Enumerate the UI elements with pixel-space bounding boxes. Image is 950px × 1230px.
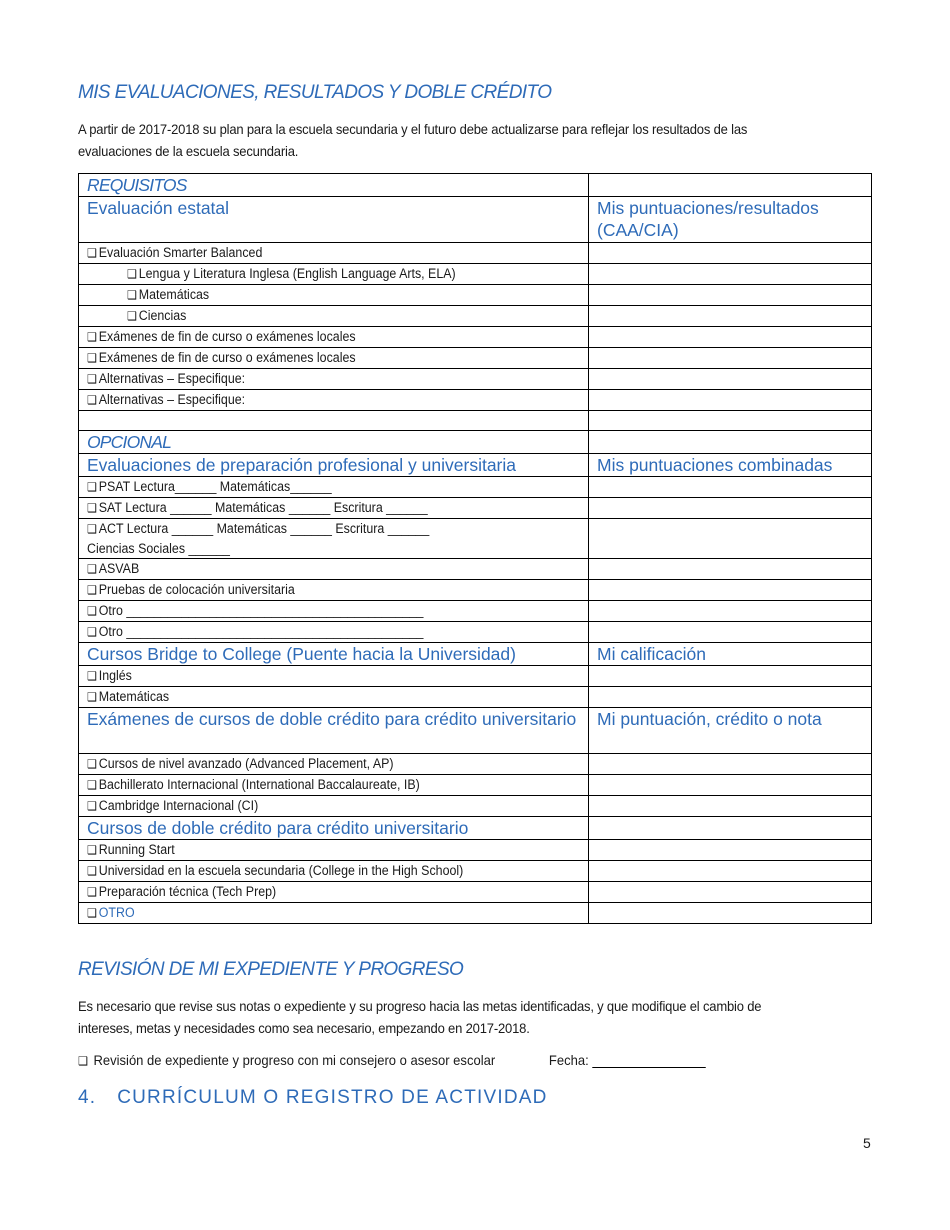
row-bridge	[79, 643, 872, 666]
label-cell	[79, 519, 589, 559]
checkbox-label: ACT Lectura ______ Matemáticas ______ Escritura ______	[98, 521, 430, 536]
label-cell	[79, 243, 589, 264]
value-cell[interactable]	[589, 369, 872, 390]
checkbox-item[interactable]	[87, 840, 175, 860]
value-cell[interactable]	[589, 622, 872, 643]
checkbox-label: Cursos de nivel avanzado (Advanced Placement, AP)	[98, 756, 394, 771]
table-row	[79, 775, 872, 796]
checkbox-icon[interactable]: ❑	[87, 246, 97, 260]
checkbox-icon[interactable]: ❑	[87, 843, 97, 857]
table-row	[79, 285, 872, 306]
table-row	[79, 840, 872, 861]
row-opcional	[79, 431, 872, 454]
value-cell[interactable]	[589, 775, 872, 796]
checkbox-item[interactable]	[87, 882, 276, 902]
label-cell	[79, 622, 589, 643]
row-examenes-dc	[79, 708, 872, 754]
label-cell	[79, 264, 589, 285]
checkbox-item[interactable]	[87, 903, 135, 923]
section-4-number: 4.	[78, 1087, 97, 1108]
checkbox-item[interactable]	[87, 687, 169, 707]
checkbox-item[interactable]	[127, 285, 209, 305]
label-cell	[79, 666, 589, 687]
section-4-title: CURRÍCULUM O REGISTRO DE ACTIVIDAD	[117, 1087, 548, 1108]
review-item-label: Revisión de expediente y progreso con mi consejero o asesor escolar	[93, 1052, 496, 1068]
checkbox-icon[interactable]: ❑	[78, 1054, 89, 1068]
checkbox-icon[interactable]: ❑	[87, 885, 97, 899]
checkbox-item[interactable]	[87, 861, 463, 881]
checkbox-icon[interactable]: ❑	[87, 393, 97, 407]
opcional-header: OPCIONAL	[79, 431, 589, 454]
value-cell[interactable]	[589, 687, 872, 708]
section-title-revision: REVISIÓN DE MI EXPEDIENTE Y PROGRESO	[78, 959, 464, 980]
label-cell	[79, 601, 589, 622]
label-cell	[79, 687, 589, 708]
table-row	[79, 666, 872, 687]
checkbox-icon[interactable]: ❑	[87, 778, 97, 792]
table-row	[79, 882, 872, 903]
checkbox-label: Running Start	[98, 842, 175, 857]
checkbox-icon[interactable]: ❑	[87, 583, 97, 597]
table-row	[79, 327, 872, 348]
checkbox-icon[interactable]: ❑	[87, 906, 97, 920]
label-cell	[79, 882, 589, 903]
checkbox-icon[interactable]: ❑	[87, 522, 97, 536]
value-cell[interactable]	[589, 327, 872, 348]
checkbox-icon[interactable]: ❑	[87, 757, 97, 771]
eval-prep-header: Evaluaciones de preparación profesional y universitaria	[79, 454, 589, 477]
label-cell	[79, 754, 589, 775]
evaluations-table	[78, 173, 872, 924]
checkbox-item[interactable]	[87, 327, 356, 347]
label-cell	[79, 840, 589, 861]
value-cell[interactable]	[589, 666, 872, 687]
table-row	[79, 390, 872, 411]
label-cell	[79, 306, 589, 327]
value-cell[interactable]	[589, 840, 872, 861]
value-cell[interactable]	[589, 264, 872, 285]
table-row	[79, 601, 872, 622]
label-cell	[79, 348, 589, 369]
value-cell[interactable]	[589, 477, 872, 498]
value-cell[interactable]	[589, 390, 872, 411]
value-cell[interactable]	[589, 411, 872, 431]
checkbox-label: Otro ___________________________________________	[98, 624, 424, 639]
table-row	[79, 519, 872, 559]
label-cell	[79, 903, 589, 924]
checkbox-label-line2: Ciencias Sociales ______	[87, 541, 230, 556]
value-cell[interactable]	[589, 306, 872, 327]
checkbox-item[interactable]	[87, 775, 420, 795]
checkbox-item[interactable]	[87, 666, 132, 686]
table-row	[79, 687, 872, 708]
row-requisitos	[79, 174, 872, 197]
fecha-label: Fecha:	[548, 1052, 589, 1068]
checkbox-item[interactable]	[87, 519, 429, 558]
checkbox-label: PSAT Lectura______ Matemáticas______	[98, 479, 332, 494]
fecha-field[interactable]	[592, 1053, 705, 1068]
checkbox-label: Alternativas – Especifique:	[98, 371, 246, 386]
value-cell[interactable]	[589, 348, 872, 369]
table-row	[79, 796, 872, 817]
checkbox-label: Preparación técnica (Tech Prep)	[98, 884, 277, 899]
checkbox-label: Pruebas de colocación universitaria	[98, 582, 295, 597]
checkbox-label: Evaluación Smarter Balanced	[98, 245, 263, 260]
checkbox-icon[interactable]: ❑	[87, 480, 97, 494]
value-cell[interactable]	[589, 559, 872, 580]
checkbox-icon[interactable]: ❑	[127, 267, 137, 281]
review-checkbox-row[interactable]	[78, 1052, 706, 1068]
eval-estatal-header: Evaluación estatal	[79, 197, 589, 243]
checkbox-item[interactable]	[87, 622, 423, 642]
table-row	[79, 243, 872, 264]
label-cell	[79, 369, 589, 390]
row-cursos-dc	[79, 817, 872, 840]
checkbox-item[interactable]	[87, 369, 245, 389]
checkbox-item[interactable]	[87, 243, 262, 263]
table-row	[79, 903, 872, 924]
value-cell[interactable]	[589, 498, 872, 519]
label-cell	[79, 580, 589, 601]
checkbox-label: Ciencias	[138, 308, 187, 323]
value-cell[interactable]	[589, 796, 872, 817]
table-row	[79, 498, 872, 519]
label-cell	[79, 796, 589, 817]
checkbox-label: Lengua y Literatura Inglesa (English Language Arts, ELA)	[138, 266, 456, 281]
checkbox-icon[interactable]: ❑	[87, 799, 97, 813]
value-cell[interactable]	[589, 754, 872, 775]
table-row	[79, 622, 872, 643]
table-row	[79, 754, 872, 775]
label-cell	[79, 477, 589, 498]
checkbox-icon[interactable]: ❑	[87, 501, 97, 515]
checkbox-label: SAT Lectura ______ Matemáticas ______ Escritura ______	[98, 500, 428, 515]
checkbox-item[interactable]	[87, 477, 332, 497]
checkbox-icon[interactable]: ❑	[127, 288, 137, 302]
value-cell[interactable]	[589, 903, 872, 924]
checkbox-label: OTRO	[98, 905, 135, 920]
checkbox-item[interactable]	[87, 796, 258, 816]
mi-puntuacion-credito-header: Mi puntuación, crédito o nota	[589, 708, 872, 754]
table-row	[79, 348, 872, 369]
bridge-header: Cursos Bridge to College (Puente hacia la Universidad)	[79, 643, 589, 666]
checkbox-icon[interactable]: ❑	[87, 372, 97, 386]
value-cell[interactable]	[589, 519, 872, 559]
revision-paragraph	[78, 995, 813, 1039]
mis-puntuaciones-header: Mis puntuaciones/resultados (CAA/CIA)	[589, 197, 872, 243]
checkbox-item[interactable]	[87, 390, 245, 410]
page-number: 5	[863, 1135, 871, 1151]
mi-calificacion-header: Mi calificación	[589, 643, 872, 666]
checkbox-icon[interactable]: ❑	[87, 562, 97, 576]
checkbox-label: Exámenes de fin de curso o exámenes locales	[98, 350, 356, 365]
checkbox-icon[interactable]: ❑	[87, 625, 97, 639]
value-cell[interactable]	[589, 580, 872, 601]
value-cell[interactable]	[589, 601, 872, 622]
checkbox-label: Cambridge Internacional (CI)	[98, 798, 259, 813]
table-row	[79, 559, 872, 580]
requisitos-header: REQUISITOS	[79, 174, 589, 197]
label-cell	[79, 327, 589, 348]
table-row	[79, 306, 872, 327]
empty-cell	[79, 411, 589, 431]
table-row	[79, 861, 872, 882]
table-row	[79, 477, 872, 498]
label-cell	[79, 285, 589, 306]
checkbox-label: ASVAB	[98, 561, 140, 576]
label-cell	[79, 498, 589, 519]
intro-paragraph	[78, 118, 813, 162]
checkbox-item[interactable]	[127, 306, 186, 326]
table-row	[79, 264, 872, 285]
table-row	[79, 369, 872, 390]
value-cell[interactable]	[589, 285, 872, 306]
checkbox-label: Otro ___________________________________________	[98, 603, 424, 618]
row-eval-prep	[79, 454, 872, 477]
section-4-heading	[78, 1087, 548, 1109]
checkbox-icon[interactable]: ❑	[127, 309, 137, 323]
checkbox-label: Alternativas – Especifique:	[98, 392, 246, 407]
checkbox-item[interactable]	[87, 498, 428, 518]
checkbox-icon[interactable]: ❑	[87, 864, 97, 878]
revision-line-1: Es necesario que revise sus notas o expediente y su progreso hacia las metas identificadas, y que modifique el cambio de	[78, 998, 762, 1014]
checkbox-icon[interactable]: ❑	[87, 351, 97, 365]
section-title-evaluaciones: MIS EVALUACIONES, RESULTADOS Y DOBLE CRÉDITO	[78, 82, 552, 103]
label-cell	[79, 390, 589, 411]
row-empty	[79, 411, 872, 431]
checkbox-icon[interactable]: ❑	[87, 690, 97, 704]
cursos-dc-header: Cursos de doble crédito para crédito universitario	[79, 817, 589, 840]
examenes-dc-header: Exámenes de cursos de doble crédito para crédito universitario	[79, 708, 589, 754]
checkbox-item[interactable]	[87, 601, 423, 621]
intro-line-1: A partir de 2017-2018 su plan para la escuela secundaria y el futuro debe actualizarse para reflejar los resultados de las	[78, 121, 748, 137]
checkbox-icon[interactable]: ❑	[87, 604, 97, 618]
label-cell	[79, 559, 589, 580]
checkbox-icon[interactable]: ❑	[87, 330, 97, 344]
checkbox-label: Matemáticas	[138, 287, 210, 302]
checkbox-item[interactable]	[87, 559, 139, 579]
checkbox-item[interactable]	[87, 348, 356, 368]
checkbox-label: Universidad en la escuela secundaria (College in the High School)	[98, 863, 464, 878]
value-cell	[589, 174, 872, 197]
checkbox-label: Inglés	[98, 668, 132, 683]
table-row	[79, 580, 872, 601]
value-cell[interactable]	[589, 861, 872, 882]
value-cell	[589, 431, 872, 454]
value-cell[interactable]	[589, 882, 872, 903]
row-eval-estatal	[79, 197, 872, 243]
checkbox-label: Matemáticas	[98, 689, 170, 704]
checkbox-label: Exámenes de fin de curso o exámenes locales	[98, 329, 356, 344]
checkbox-icon[interactable]: ❑	[87, 669, 97, 683]
checkbox-item[interactable]	[87, 754, 394, 774]
label-cell	[79, 861, 589, 882]
mis-combinadas-header: Mis puntuaciones combinadas	[589, 454, 872, 477]
label-cell	[79, 775, 589, 796]
revision-line-2: intereses, metas y necesidades como sea necesario, empezando en 2017-2018.	[78, 1020, 530, 1036]
checkbox-item[interactable]	[127, 264, 456, 284]
value-cell	[589, 817, 872, 840]
checkbox-item[interactable]	[87, 580, 295, 600]
value-cell[interactable]	[589, 243, 872, 264]
intro-line-2: evaluaciones de la escuela secundaria.	[78, 143, 299, 159]
checkbox-label: Bachillerato Internacional (International Baccalaureate, IB)	[98, 777, 420, 792]
